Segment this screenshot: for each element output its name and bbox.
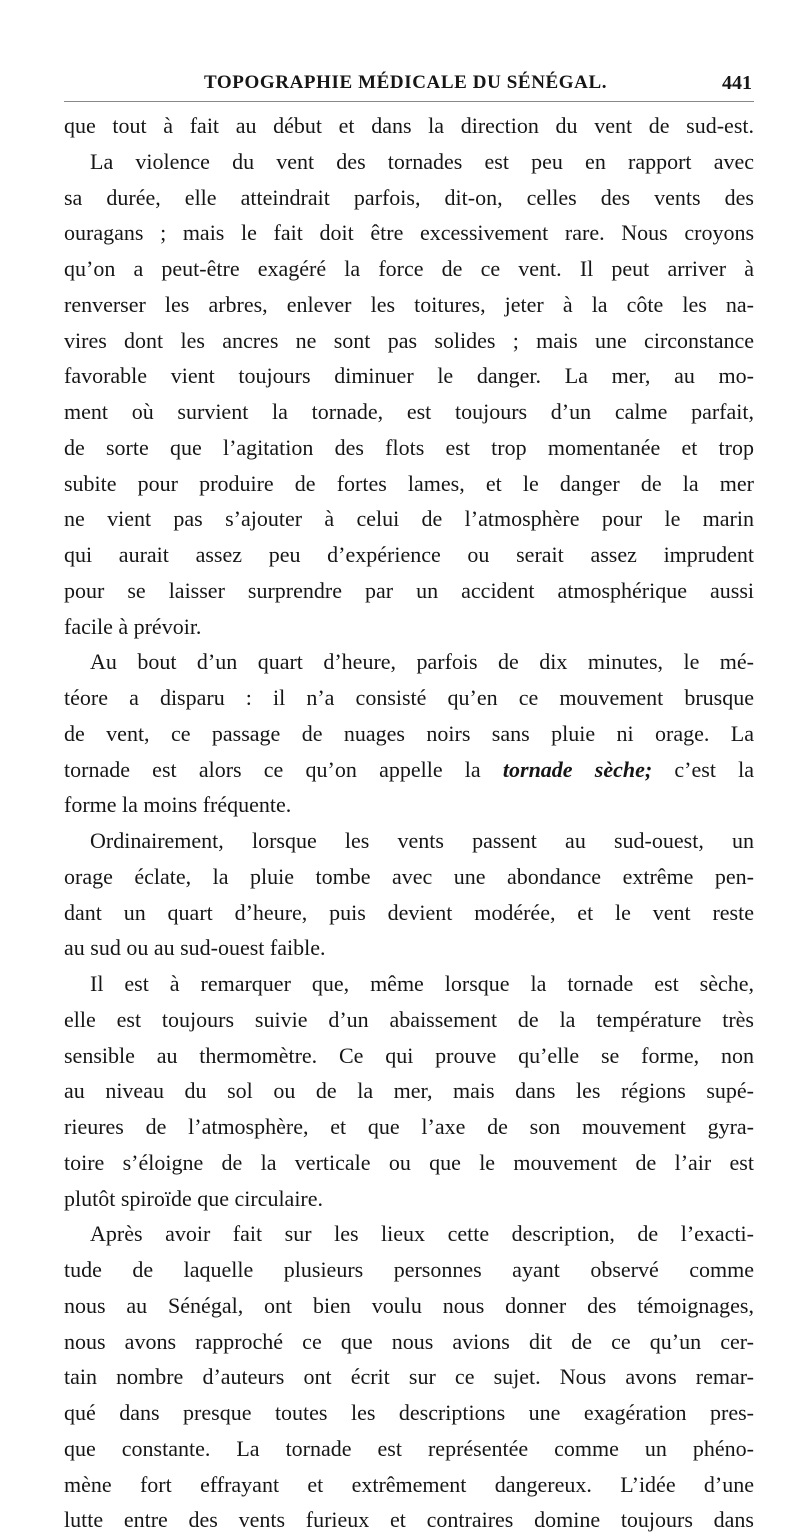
text-line: subite pour produire de fortes lames, et le danger de la mer (64, 470, 754, 496)
text-line: ment où survient la tornade, est toujours d’un calme parfait, (64, 399, 754, 424)
text-line: La violence du vent des tornades est peu en rapport avec (90, 148, 754, 174)
text-line-mixed (64, 752, 754, 788)
text-line: Après avoir fait sur les lieux cette description, de l’exacti- (90, 1221, 754, 1247)
text-line: qui aurait assez peu d’expérience ou serait assez imprudent (64, 542, 754, 567)
text-line: pour se laisser surprendre par un accident atmosphérique aussi (64, 577, 754, 603)
text-line: sa durée, elle atteindrait parfois, dit-on, celles des vents des (64, 184, 754, 210)
text-segment: tornade est alors ce qu’on appelle la (64, 756, 503, 782)
text-line: de vent, ce passage de nuages noirs sans pluie ni orage. La (64, 720, 754, 746)
text-line: nous avons rapproché ce que nous avions dit de ce qu’un cer- (64, 1328, 754, 1354)
text-line: favorable vient toujours diminuer le danger. La mer, au mo- (64, 363, 754, 389)
text-line: au sud ou au sud-ouest faible. (64, 935, 326, 961)
text-line: Au bout d’un quart d’heure, parfois de dix minutes, le mé- (90, 649, 754, 675)
text-line: facile à prévoir. (64, 613, 202, 639)
text-line: mène fort effrayant et extrêmement dangereux. L’idée d’une (64, 1471, 754, 1497)
text-line: forme la moins fréquente. (64, 792, 292, 818)
text-line: vires dont les ancres ne sont pas solides ; mais une circonstance (64, 327, 754, 353)
text-line: nous au Sénégal, ont bien voulu nous donner des témoignages, (64, 1292, 754, 1318)
text-line: rieures de l’atmosphère, et que l’axe de son mouvement gyra- (64, 1114, 754, 1139)
text-line: que constante. La tornade est représentée comme un phéno- (64, 1435, 754, 1461)
text-line: téore a disparu : il n’a consisté qu’en ce mouvement brusque (64, 685, 754, 710)
italic-term: tornade sèche; (502, 756, 653, 782)
text-line: ouragans ; mais le fait doit être excessivement rare. Nous croyons (64, 220, 754, 246)
running-title: TOPOGRAPHIE MÉDICALE DU SÉNÉGAL. (204, 72, 608, 93)
text-line: au niveau du sol ou de la mer, mais dans les régions supé- (64, 1078, 754, 1104)
text-line: elle est toujours suivie d’un abaissement de la température très (64, 1006, 754, 1032)
text-line: plutôt spiroïde que circulaire. (64, 1185, 324, 1211)
page-number: 441 (722, 72, 752, 94)
header-rule (64, 101, 754, 102)
body-text (64, 108, 754, 1538)
page-header (64, 68, 754, 102)
text-line: Ordinairement, lorsque les vents passent au sud-ouest, un (90, 828, 754, 853)
text-line: tain nombre d’auteurs ont écrit sur ce sujet. Nous avons remar- (64, 1364, 754, 1390)
text-line: de sorte que l’agitation des flots est trop momentanée et trop (64, 434, 754, 460)
text-line: lutte entre des vents furieux et contraires domine toujours dans (64, 1507, 754, 1533)
text-line: orage éclate, la pluie tombe avec une abondance extrême pen- (64, 863, 754, 889)
text-line: toire s’éloigne de la verticale ou que le mouvement de l’air est (64, 1149, 754, 1175)
text-line: renverser les arbres, enlever les toitures, jeter à la côte les na- (64, 291, 754, 317)
text-line: qu’on a peut-être exagéré la force de ce vent. Il peut arriver à (64, 256, 754, 281)
text-line: tude de laquelle plusieurs personnes ayant observé comme (64, 1257, 754, 1282)
text-line: sensible au thermomètre. Ce qui prouve qu’elle se forme, non (64, 1042, 754, 1068)
text-line: qué dans presque toutes les descriptions une exagération pres- (64, 1400, 754, 1425)
text-line: dant un quart d’heure, puis devient modérée, et le vent reste (64, 899, 754, 925)
text-line: que tout à fait au début et dans la direction du vent de sud-est. (64, 113, 754, 138)
text-line: Il est à remarquer que, même lorsque la tornade est sèche, (90, 971, 754, 996)
text-segment: c’est la (652, 756, 754, 782)
text-line: ne vient pas s’ajouter à celui de l’atmosphère pour le marin (64, 506, 754, 532)
